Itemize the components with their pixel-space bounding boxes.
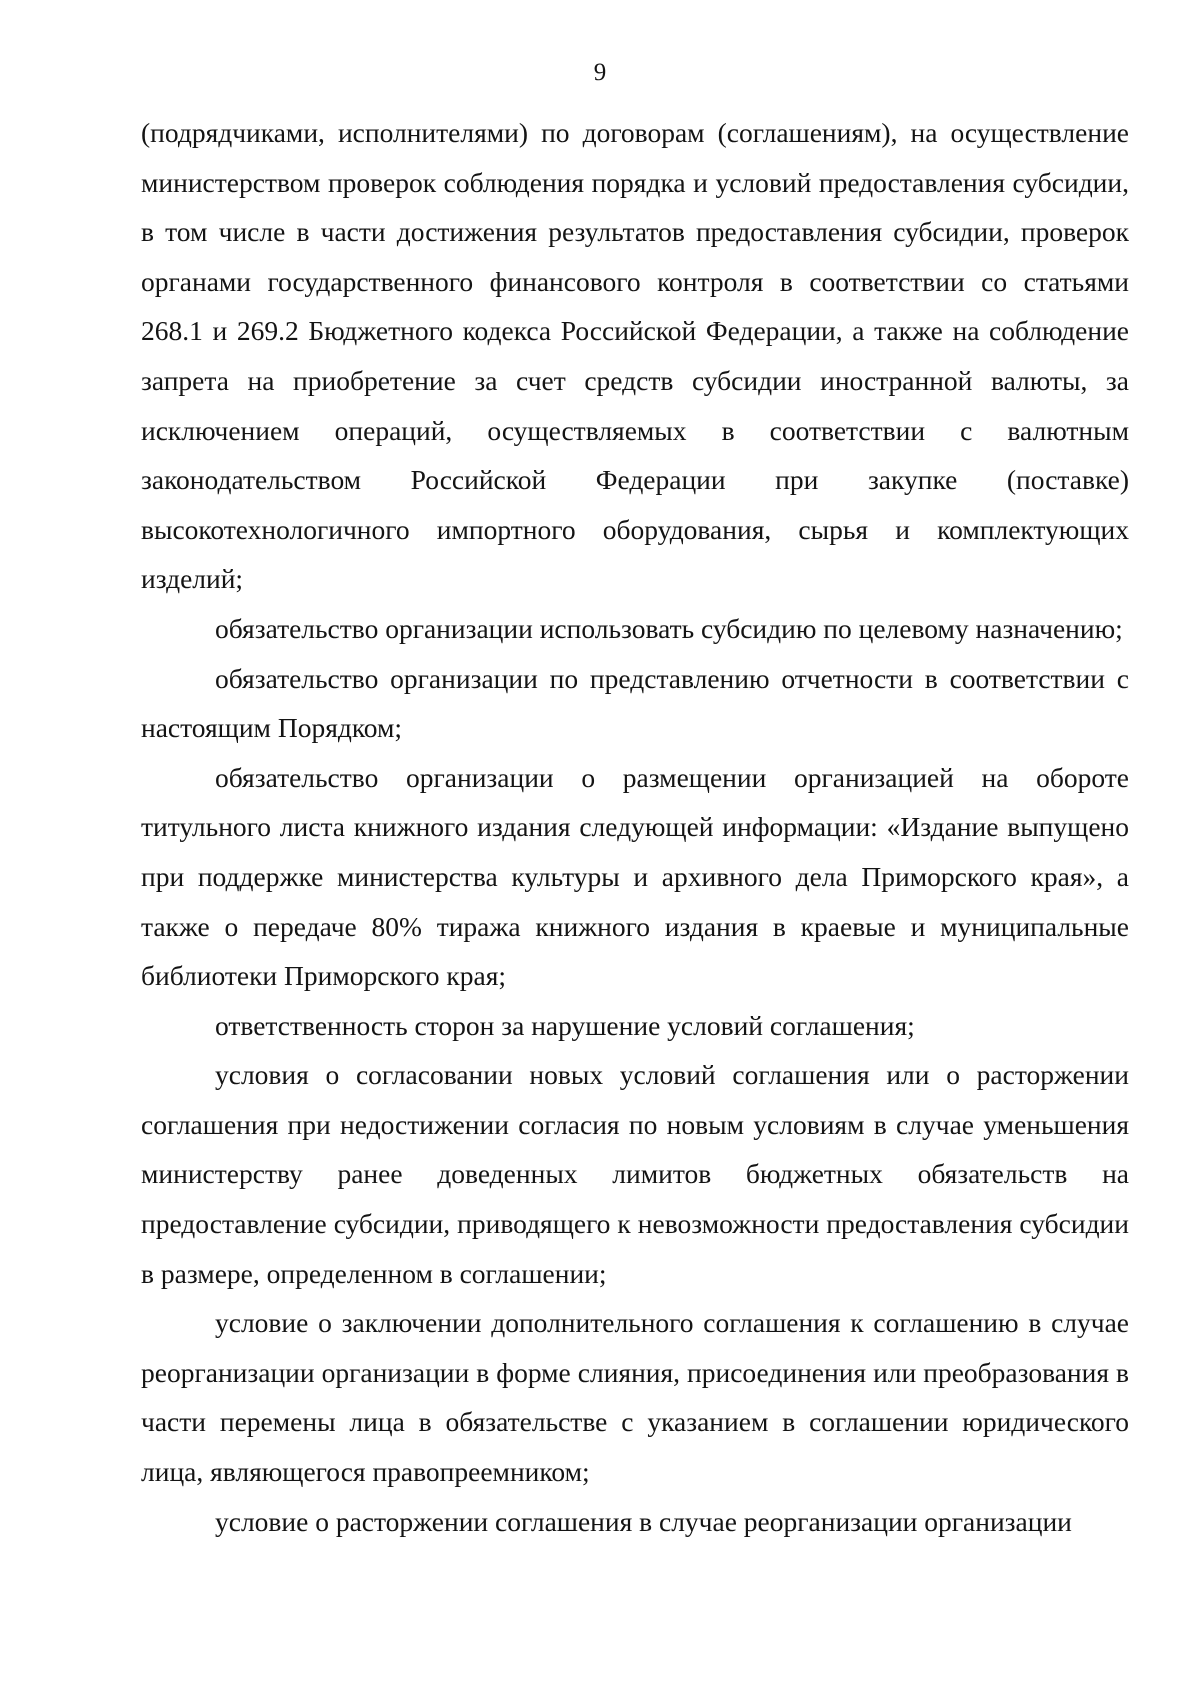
paragraph-reporting: обязательство организации по представлению отчетности в соответствии с настоящим Порядком; xyxy=(141,662,1129,744)
document-body xyxy=(141,108,1129,1546)
paragraph-contract-checks: (подрядчиками, исполнителями) по договорам (соглашениям), на осуществление министерством проверок соблюдения порядка и условий предоставления субсидии, в том числе в части достижения результатов предоставления субсидии, проверок органами государственного финансового контроля в соответствии со статьями 268.1 и 269.2 Бюджетного кодекса Российской Федерации, а также на соблюдение запрета на приобретение за счет средств субсидии иностранной валюты, за исключением операций, осуществляемых в соответствии с валютным законодательством Российской Федерации при закупке (поставке) высокотехнологичного импортного оборудования, сырья и комплектующих изделий; xyxy=(141,117,1129,595)
paragraph-termination: условие о расторжении соглашения в случае реорганизации организации xyxy=(215,1505,1072,1537)
paragraph-title-page-info: обязательство организации о размещении организацией на обороте титульного листа книжного издания следующей информации: «Издание выпущено при поддержке министерства культуры и архивного дела Приморского края», а также о передаче 80% тиража книжного издания в краевые и муниципальные библиотеки Приморского края; xyxy=(141,761,1129,992)
paragraph-target-use: обязательство организации использовать субсидию по целевому назначению; xyxy=(215,612,1123,644)
paragraph-liability: ответственность сторон за нарушение условий соглашения; xyxy=(215,1009,915,1041)
paragraph-additional-agreement: условие о заключении дополнительного соглашения к соглашению в случае реорганизации организации в форме слияния, присоединения или преобразования в части перемены лица в обязательстве с указанием в соглашении юридического лица, являющегося правопреемником; xyxy=(141,1307,1129,1488)
page-number: 9 xyxy=(593,59,607,86)
paragraph-new-conditions: условия о согласовании новых условий соглашения или о расторжении соглашения при недостижении согласия по новым условиям в случае уменьшения министерству ранее доведенных лимитов бюджетных обязательств на предоставление субсидии, приводящего к невозможности предоставления субсидии в размере, определенном в соглашении; xyxy=(141,1059,1129,1289)
